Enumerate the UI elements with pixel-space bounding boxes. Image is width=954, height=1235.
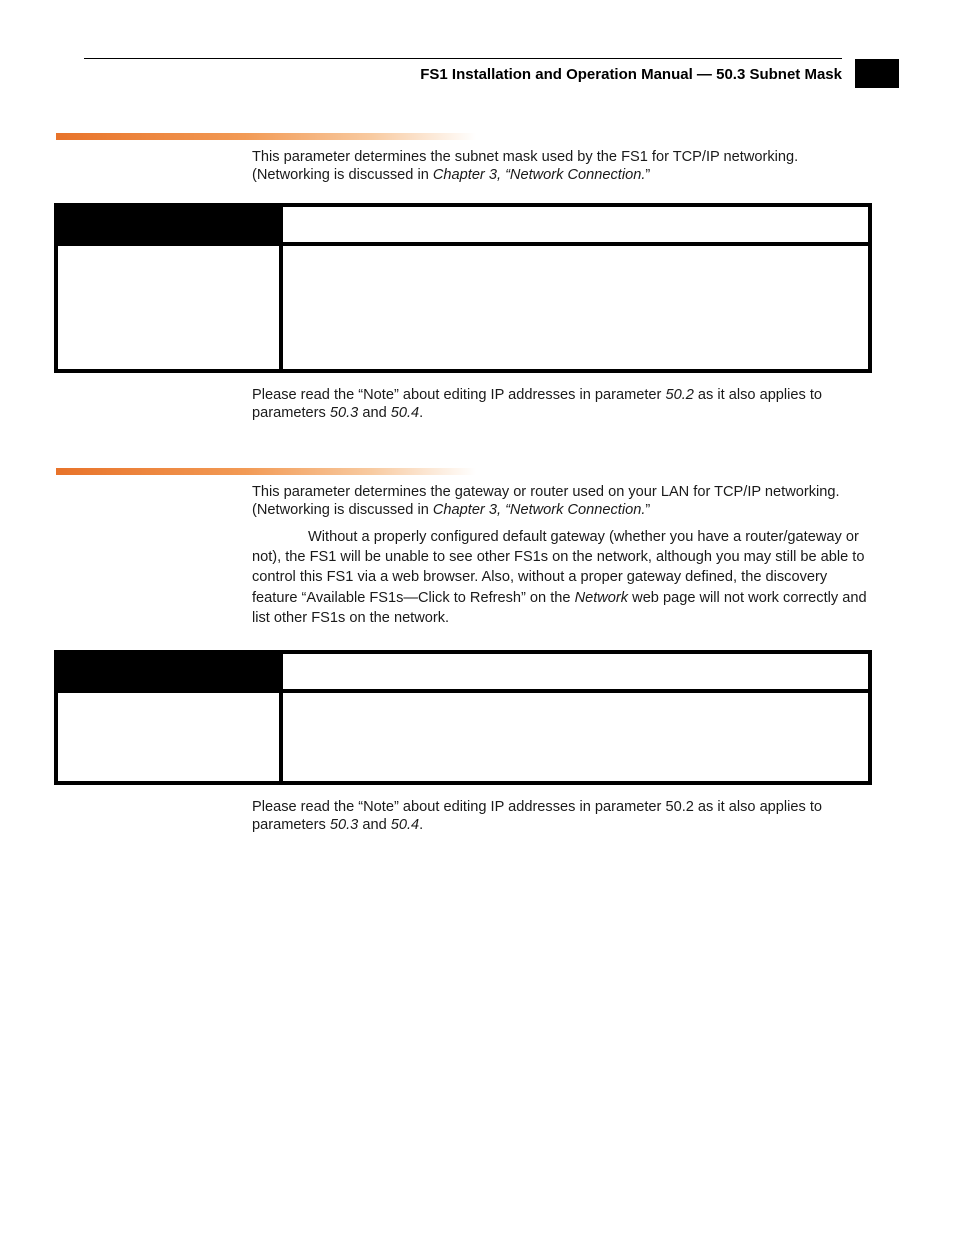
- gateway-note-paragraph: Please read the “Note” about editing IP addresses in parameter 50.2 as it also applies to parameters 50.3 and 50.4.: [252, 799, 823, 833]
- table-body-cell-label: [58, 693, 279, 782]
- chapter-reference: Chapter 3, “Network Connection.: [432, 501, 646, 518]
- table-header-cell-label: [58, 207, 279, 242]
- chapter-reference: Chapter 3, “Network Connection.: [432, 166, 646, 183]
- table-header-cell-label: [58, 654, 279, 689]
- gateway-intro-paragraph: This parameter determines the gateway or router used on your LAN for TCP/IP networking. (Networking is discussed in Chapter 3, “Network Connection.”: [252, 484, 840, 518]
- subnet-note-paragraph: Please read the “Note” about editing IP addresses in parameter 50.2 as it also applies to parameters 50.3 and 50.4.: [252, 387, 823, 421]
- table-body-cell-label: [58, 246, 279, 370]
- table-header-cell-value: [279, 654, 868, 689]
- running-header-title: FS1 Installation and Operation Manual — 50.3 Subnet Mask: [420, 66, 842, 83]
- table-body-row: [58, 246, 868, 370]
- page-tab-block: [855, 59, 899, 88]
- gateway-warning-paragraph: Without a properly configured default gateway (whether you have a router/gateway or not), the FS1 will be unable to see other FS1s on the network, although you may still be able to control this FS1 via a web browser. Also, without a proper gateway defined, the discovery feature “Available FS1s—Click to Refresh” on the Network web page will not work correctly and list other FS1s on the network.: [252, 529, 867, 626]
- header-rule: [84, 58, 842, 59]
- table-body-cell-value: [279, 693, 868, 782]
- subnet-parameter-table: [54, 203, 872, 373]
- subnet-intro-paragraph: This parameter determines the subnet mask used by the FS1 for TCP/IP networking. (Networking is discussed in Chapter 3, “Network Connection.”: [252, 149, 799, 183]
- table-body-row: [58, 693, 868, 782]
- table-body-cell-value: [279, 246, 868, 370]
- section-divider-subnet: [56, 133, 476, 140]
- table-header-cell-value: [279, 207, 868, 242]
- table-header-row: [58, 654, 868, 693]
- table-header-row: [58, 207, 868, 246]
- gateway-parameter-table: [54, 650, 872, 785]
- section-divider-gateway: [56, 468, 476, 475]
